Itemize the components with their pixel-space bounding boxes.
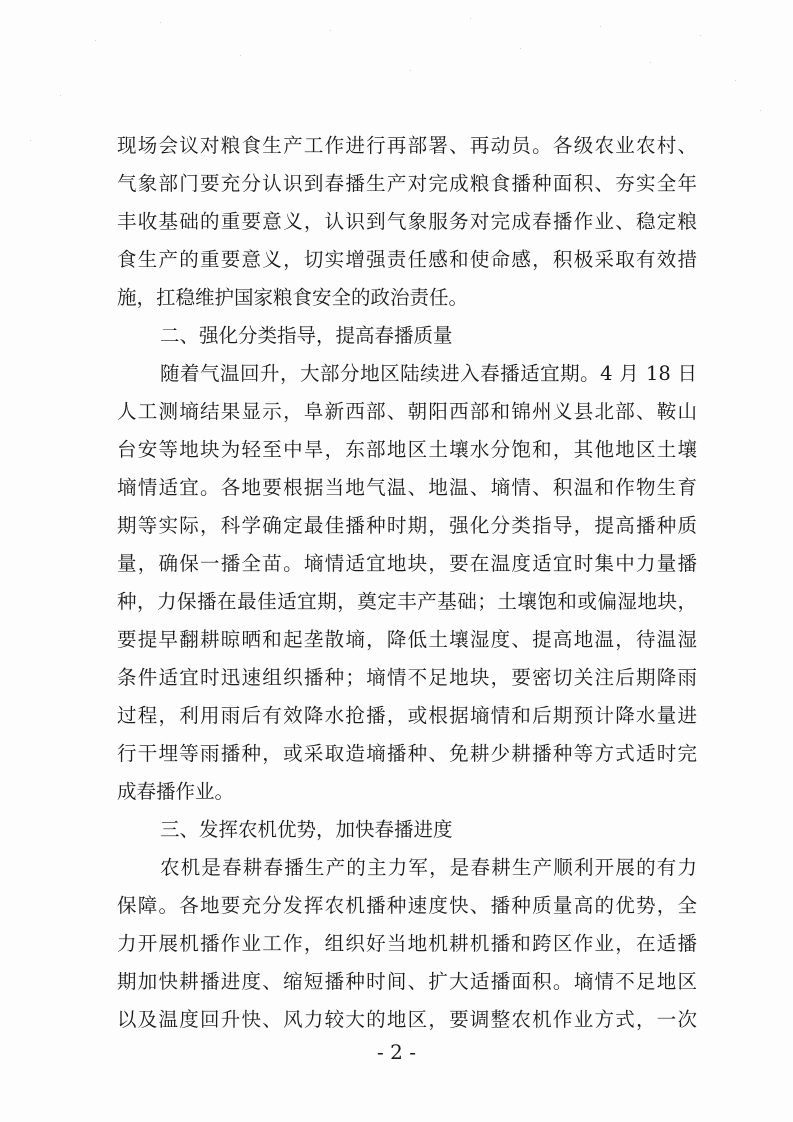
body-text-line: 过程，利用雨后有效降水抢播，或根据墒情和后期预计降水量进 <box>117 704 697 727</box>
body-text-line: 施，扛稳维护国家粮食安全的政治责任。 <box>117 286 469 309</box>
section-heading: 三、发挥农机优势，加快春播进度 <box>160 818 453 841</box>
body-text-line: 台安等地块为轻至中旱，东部地区土壤水分饱和，其他地区土壤 <box>117 438 697 461</box>
body-text-line: 以及温度回升快、风力较大的地区，要调整农机作业方式，一次 <box>117 1008 697 1031</box>
body-text-line: 墒情适宜。各地要根据当地气温、地温、墒情、积温和作物生育 <box>117 476 697 499</box>
body-text-line: 人工测墒结果显示，阜新西部、朝阳西部和锦州义县北部、鞍山 <box>117 400 697 423</box>
body-text-line: 期等实际，科学确定最佳播种时期，强化分类指导，提高播种质 <box>117 514 697 537</box>
body-text-line: 保障。各地要充分发挥农机播种速度快、播种质量高的优势，全 <box>117 894 697 917</box>
page-number: - 2 - <box>377 1040 416 1064</box>
body-text-line: 要提早翻耕晾晒和起垄散墒，降低土壤湿度、提高地温，待温湿 <box>117 628 697 651</box>
body-text-line: 行干埋等雨播种，或采取造墒播种、免耕少耕播种等方式适时完 <box>117 742 697 765</box>
section-heading: 二、强化分类指导，提高春播质量 <box>160 324 453 347</box>
body-text-line: 丰收基础的重要意义，认识到气象服务对完成春播作业、稳定粮 <box>117 210 697 233</box>
body-text-line: 成春播作业。 <box>117 780 235 803</box>
body-text-line: 农机是春耕春播生产的主力军，是春耕生产顺利开展的有力 <box>160 856 697 879</box>
body-text-line: 种，力保播在最佳适宜期，奠定丰产基础；土壤饱和或偏湿地块， <box>117 590 697 613</box>
body-text-line: 食生产的重要意义，切实增强责任感和使命感，积极采取有效措 <box>117 248 697 271</box>
body-text-line: 条件适宜时迅速组织播种；墒情不足地块，要密切关注后期降雨 <box>117 666 697 689</box>
body-text-line: 气象部门要充分认识到春播生产对完成粮食播种面积、夯实全年 <box>117 172 697 195</box>
body-text-line: 现场会议对粮食生产工作进行再部署、再动员。各级农业农村、 <box>117 134 697 157</box>
body-text-line: 随着气温回升，大部分地区陆续进入春播适宜期。4 月 18 日 <box>160 362 697 385</box>
body-text-line: 期加快耕播进度、缩短播种时间、扩大适播面积。墒情不足地区 <box>117 970 697 993</box>
body-text-line: 量，确保一播全苗。墒情适宜地块，要在温度适宜时集中力量播 <box>117 552 697 575</box>
body-text-line: 力开展机播作业工作，组织好当地机耕机播和跨区作业，在适播 <box>117 932 697 955</box>
